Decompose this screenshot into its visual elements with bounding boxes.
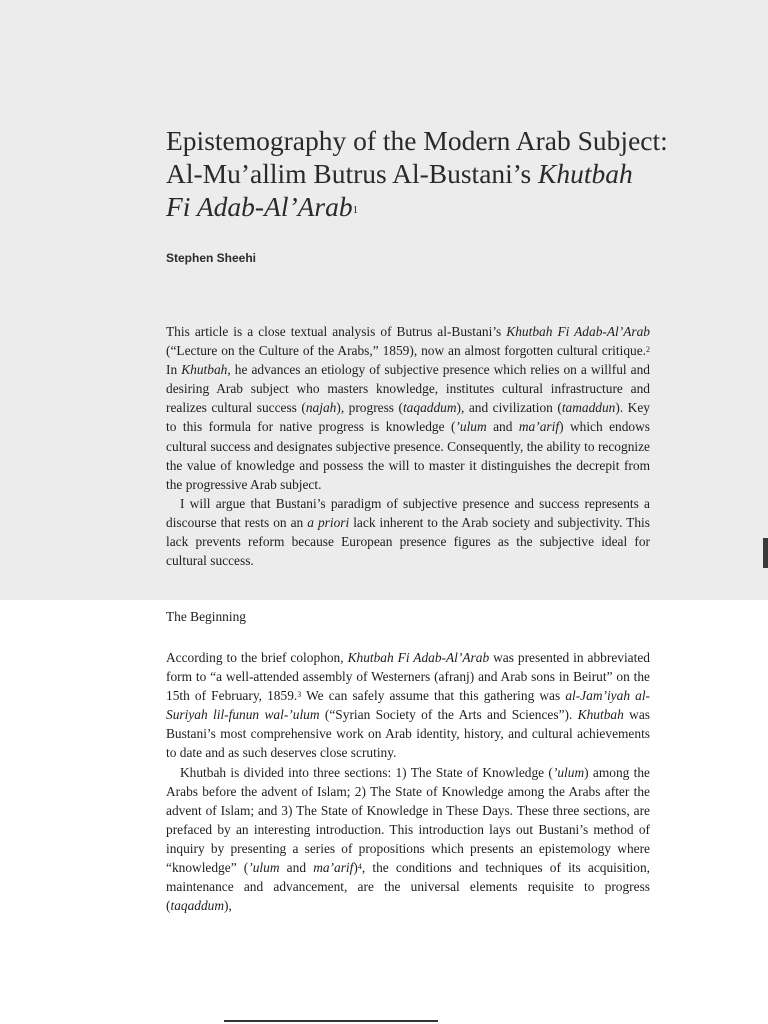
footnote-mark: 2 xyxy=(646,345,650,355)
title-line-2-text: Al-Mu’allim Butrus Al-Bustani’s xyxy=(166,158,539,189)
text-run: (“Lecture on the Culture of the Arabs,” 1859), now an almost forgotten cultural critique. xyxy=(166,343,646,359)
text-run: In xyxy=(166,362,182,378)
text-run: ) which endows cultural success and designates subjective presence. Consequently, the ability to recognize the value of knowledge and possess the will to master it distinguishes the decrepit from the progressive Arab subject. xyxy=(166,419,651,492)
text-run: ) xyxy=(353,860,358,876)
abstract xyxy=(166,322,650,570)
italic-term: najah xyxy=(305,400,337,416)
title-line-2 xyxy=(166,157,726,190)
italic-term: Khutbah xyxy=(577,707,624,723)
text-run: This article is a close textual analysis of Butrus al-Bustani’s xyxy=(166,324,507,339)
text-run: I will argue that Bustani’s paradigm of subjective presence and success represents a discourse that rests on an xyxy=(166,495,650,530)
scan-edge-mark xyxy=(763,538,768,568)
italic-term: tamaddun xyxy=(561,400,616,416)
text-run: Khutbah is divided into three sections: 1) The State of Knowledge ( xyxy=(180,764,553,780)
text-run: ) among the Arabs before the advent of Islam; 2) The State of Knowledge among the Arabs after the advent of Islam; and 3) The State of Knowledge in These Days. These three sections, are prefaced by an interesting introduction. This introduction lays out Bustani’s method of inquiry by presenting a series of propositions which presents an epistemology where “knowledge” ( xyxy=(166,764,650,876)
italic-term: ma’arif xyxy=(518,419,560,435)
body-paragraph xyxy=(166,763,650,916)
text-run: was presented in abbreviated form to “a well-attended assembly of Westerners (afranj) and Arab sons in Beirut” on the 15th of February, 1859. xyxy=(166,650,650,704)
text-run: (“Syrian Society of the Arts and Sciences”). xyxy=(319,707,578,723)
italic-term: taqaddum xyxy=(170,898,225,914)
title-line-1: Epistemography of the Modern Arab Subject: xyxy=(166,125,668,156)
italic-term: taqaddum xyxy=(402,400,457,416)
footnote-rule xyxy=(224,1020,438,1022)
italic-term: Khutbah Fi Adab-Al’Arab xyxy=(347,650,490,665)
text-run: , the conditions and techniques of its acquisition, maintenance and advancement, are the universal elements requisite to progress ( xyxy=(166,860,650,914)
text-run: , he advances an etiology of subjective presence which relies on a willful and desiring Arab subject who masters knowledge, institutes cultural infrastructure and realizes cultural success ( xyxy=(166,362,650,416)
italic-term: al-Jam’iyah al-Suriyah lil-funun wal-’ulum xyxy=(166,688,650,723)
footnote-mark: 4 xyxy=(357,862,362,872)
text-run: was Bustani’s most comprehensive work on Arab identity, history, and cultural achievements to date and as such deserves close scrutiny. xyxy=(166,707,650,761)
abstract-paragraph xyxy=(166,322,650,494)
text-run: According to the brief colophon, xyxy=(166,650,348,665)
text-run: and xyxy=(279,860,314,876)
footnote-mark: 3 xyxy=(297,690,302,700)
text-run: ). Key to this formula for native progress is knowledge ( xyxy=(166,400,650,435)
title-footnote-mark: 1 xyxy=(352,204,359,216)
title-line-2-italic: Khutbah xyxy=(538,158,633,189)
text-run: and xyxy=(486,419,519,435)
italic-term: ’ulum xyxy=(552,764,585,780)
text-run: We can safely assume that this gathering was xyxy=(301,688,566,704)
title-line-3-italic: Fi Adab-Al’Arab xyxy=(166,191,353,222)
article-title xyxy=(166,124,726,223)
text-run: ), xyxy=(224,898,232,914)
text-run: ), and civilization ( xyxy=(456,400,562,416)
text-run: ), progress ( xyxy=(336,400,403,416)
italic-term: Khutbah xyxy=(181,362,228,378)
italic-term: Khutbah Fi Adab-Al’Arab xyxy=(506,324,650,339)
italic-term: ’ulum xyxy=(455,419,487,435)
title-line-3 xyxy=(166,190,726,223)
italic-term: a priori xyxy=(307,514,350,530)
section-heading: The Beginning xyxy=(166,609,246,624)
abstract-paragraph xyxy=(166,494,650,570)
body-paragraph xyxy=(166,648,650,763)
section-body xyxy=(166,648,650,915)
author-name: Stephen Sheehi xyxy=(166,251,257,265)
text-run: lack inherent to the Arab society and subjectivity. This lack prevents reform because European presence figures as the subjective ideal for cultural success. xyxy=(166,514,650,569)
italic-term: ’ulum xyxy=(248,860,280,876)
italic-term: ma’arif xyxy=(313,860,354,876)
